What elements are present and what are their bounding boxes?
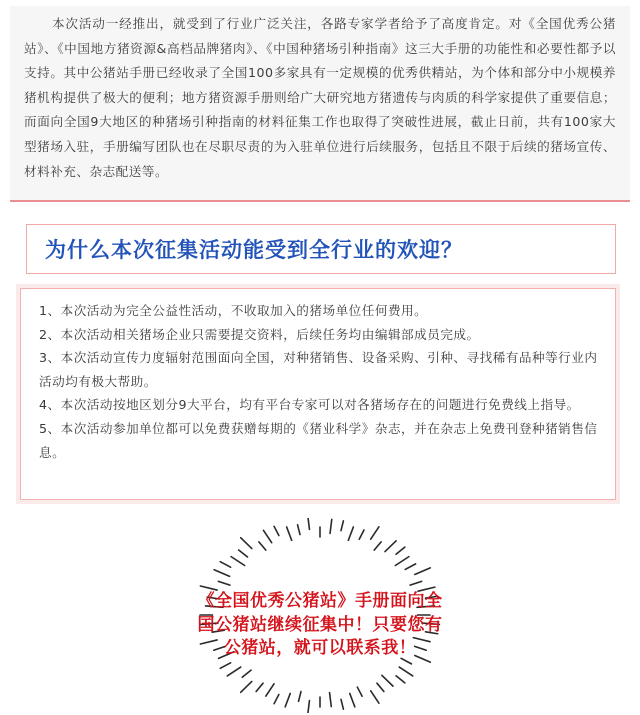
section-title-box — [26, 224, 616, 274]
burst-stroke — [263, 530, 271, 542]
reason-item-2: 2、本次活动相关猪场企业只需要提交资料，后续任务均由编辑部成员完成。 — [39, 326, 480, 342]
burst-stroke — [396, 547, 405, 554]
burst-stroke — [220, 663, 230, 669]
burst-stroke — [399, 667, 413, 676]
burst-stroke — [231, 557, 245, 566]
burst-stroke — [350, 693, 355, 706]
burst-stroke — [371, 691, 379, 703]
reasons-list — [20, 288, 616, 500]
burst-stroke — [298, 525, 300, 535]
burst-stroke — [405, 564, 415, 570]
burst-stroke — [308, 701, 310, 713]
burst-stroke — [348, 527, 353, 540]
burst-stroke — [415, 568, 430, 575]
burst-stroke — [241, 538, 252, 549]
reason-item-5: 5、本次活动参加单位都可以免费获赠每期的《猪业科学》杂志，并在杂志上免费刊登种猪销售信息。 — [39, 420, 598, 460]
section-title: 为什么本次征集活动能受到全行业的欢迎？ — [45, 238, 463, 262]
burst-stroke — [239, 550, 248, 557]
burst-stroke — [377, 683, 384, 691]
reason-item-1: 1、本次活动为完全公益性活动，不收取加入的猪场单位任何费用。 — [39, 303, 428, 318]
burst-stroke — [274, 526, 279, 535]
burst-stroke — [410, 581, 422, 585]
burst-stroke — [341, 521, 343, 531]
burst-stroke — [259, 542, 266, 550]
intro-section — [10, 6, 630, 202]
burst-stroke — [357, 687, 362, 696]
cta-line-1: 《全国优秀公猪站》手册面向全 — [197, 591, 443, 611]
burst-stroke — [308, 518, 310, 529]
burst-stroke — [218, 581, 230, 585]
burst-stroke — [287, 527, 292, 540]
call-to-action — [180, 590, 460, 661]
burst-stroke — [341, 699, 343, 709]
burst-stroke — [395, 557, 409, 566]
burst-stroke — [256, 683, 263, 691]
burst-stroke — [382, 675, 393, 686]
burst-stroke — [396, 676, 405, 683]
burst-stroke — [274, 694, 279, 703]
reason-item-4: 4、本次活动按地区划分9大平台，均有平台专家可以对各猪场存在的问题进行免费线上指导。 — [39, 397, 580, 413]
burst-stroke — [214, 570, 229, 577]
cta-line-2: 国公猪站继续征集中！只要您有 — [197, 614, 443, 635]
burst-stroke — [241, 681, 252, 692]
burst-stroke — [299, 692, 301, 702]
burst-stroke — [285, 693, 290, 706]
burst-stroke — [371, 527, 379, 539]
burst-stroke — [242, 670, 251, 677]
burst-stroke — [220, 562, 230, 568]
burst-stroke — [227, 667, 241, 676]
burst-stroke — [330, 519, 332, 533]
intro-paragraph: 本次活动一经推出，就受到了行业广泛关注，各路专家学者给予了高度肯定。对《全国优秀公猪站》、《中国地方猪资源&高档品牌猪肉》、《中国种猪场引种指南》这三大手册的功能性和必要性都予以支持。其中公猪站手册已经收录了全国100多家具有一定规模的优秀供精站，为个体和部分中小规模养猪机构提供了极大的便利；地方猪资源手册则给广大研究地方猪遗传与肉质的科学家提供了重要信息；而面向全国9大地区的种猪场引种指南的材料征集工作也取得了突破性进展，截止日前，共有100家大型猪场入驻，手册编写团队也在尽职尽责的为入驻单位进行后续服务，包括且不限于后续的猪场宣传、材料补充、杂志配送等。 — [24, 16, 616, 179]
cta-line-3: 公猪站，就可以联系我！ — [223, 638, 417, 658]
burst-stroke — [266, 684, 274, 696]
burst-stroke — [330, 693, 332, 707]
burst-stroke — [359, 530, 364, 539]
burst-stroke — [374, 542, 381, 550]
reason-item-3: 3、本次活动宣传力度辐射范围面向全国，对种猪销售、设备采购、引种、寻找稀有品种等行业内活动均有极大帮助。 — [39, 350, 598, 389]
burst-stroke — [385, 541, 396, 552]
